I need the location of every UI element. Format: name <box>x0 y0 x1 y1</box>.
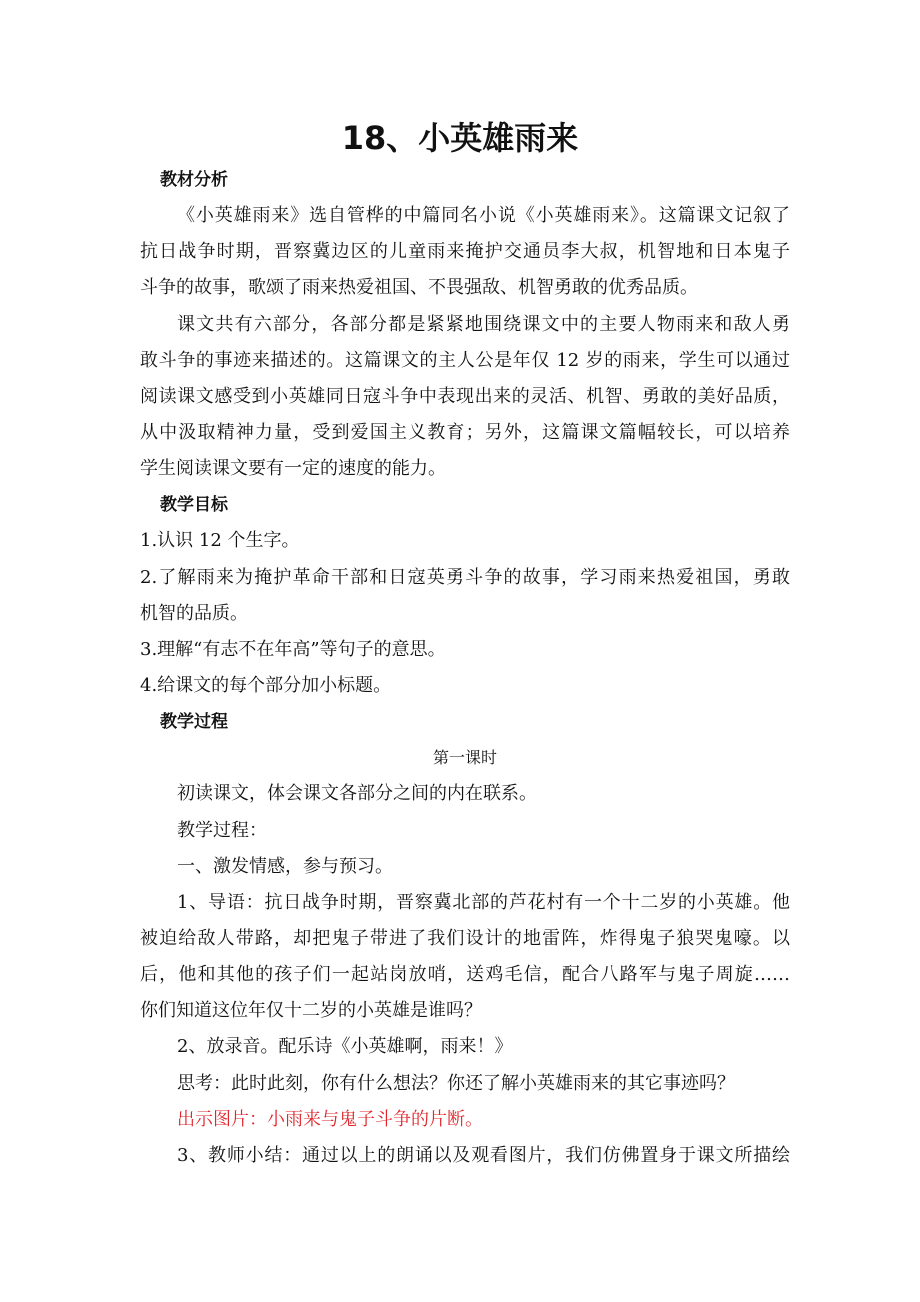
step-item: 3、教师小结：通过以上的朗诵以及观看图片，我们仿佛置身于课文所描绘 <box>177 1144 790 1166</box>
paragraph-line: 斗争的故事，歌颂了雨来热爱祖国、不畏强敌、机智勇敢的优秀品质。 <box>140 277 698 299</box>
goal-item: 2.了解雨来为掩护革命干部和日寇英勇斗争的故事，学习雨来热爱祖国，勇敢 <box>140 566 790 588</box>
paragraph-line: 《小英雄雨来》选自管桦的中篇同名小说《小英雄雨来》。这篇课文记叙了 <box>177 205 790 227</box>
document-body <box>140 162 790 1174</box>
paragraph-line: 1、导语：抗日战争时期，晋察冀北部的芦花村有一个十二岁的小英雄。他 <box>177 891 790 913</box>
step-item: 2、放录音。配乐诗《小英雄啊，雨来！》 <box>177 1036 513 1058</box>
goal-item: 机智的品质。 <box>140 602 248 624</box>
paragraph-line: 阅读课文感受到小英雄同日寇斗争中表现出来的灵活、机智、勇敢的美好品质， <box>140 385 790 407</box>
process-label: 教学过程： <box>177 819 267 841</box>
paragraph-line: 学生阅读课文要有一定的速度的能力。 <box>140 458 446 480</box>
paragraph-line: 从中汲取精神力量，受到爱国主义教育；另外，这篇课文篇幅较长，可以培养 <box>140 421 790 443</box>
paragraph-line: 敢斗争的事迹来描述的。这篇课文的主人公是年仅 12 岁的雨来，学生可以通过 <box>140 349 790 371</box>
paragraph-line: 抗日战争时期，晋察冀边区的儿童雨来掩护交通员李大叔，机智地和日本鬼子 <box>140 241 790 263</box>
paragraph-line: 你们知道这位年仅十二岁的小英雄是谁吗？ <box>140 1000 482 1022</box>
heading-goals: 教学目标 <box>160 495 228 516</box>
paragraph-line: 后，他和其他的孩子们一起站岗放哨，送鸡毛信，配合八路军与鬼子周旋…… <box>140 964 790 986</box>
show-picture-note: 出示图片：小雨来与鬼子斗争的片断。 <box>177 1108 483 1130</box>
step-heading: 一、激发情感，参与预习。 <box>177 855 393 877</box>
goal-item: 3.理解“有志不在年高”等句子的意思。 <box>140 638 446 660</box>
heading-process: 教学过程 <box>160 712 228 733</box>
heading-analysis: 教材分析 <box>160 170 228 190</box>
goal-item: 4.给课文的每个部分加小标题。 <box>140 674 392 696</box>
document-title: 18、小英雄雨来 <box>341 119 579 157</box>
think-question: 思考：此时此刻，你有什么想法？你还了解小英雄雨来的其它事迹吗？ <box>177 1072 735 1094</box>
paragraph-line: 课文共有六部分，各部分都是紧紧地围绕课文中的主要人物雨来和敌人勇 <box>177 313 790 335</box>
lesson-intro: 初读课文，体会课文各部分之间的内在联系。 <box>177 783 537 805</box>
paragraph-line: 被迫给敌人带路，却把鬼子带进了我们设计的地雷阵，炸得鬼子狼哭鬼嚎。以 <box>140 927 790 949</box>
goal-item: 1.认识 12 个生字。 <box>140 530 300 552</box>
lesson-title: 第一课时 <box>432 748 497 768</box>
